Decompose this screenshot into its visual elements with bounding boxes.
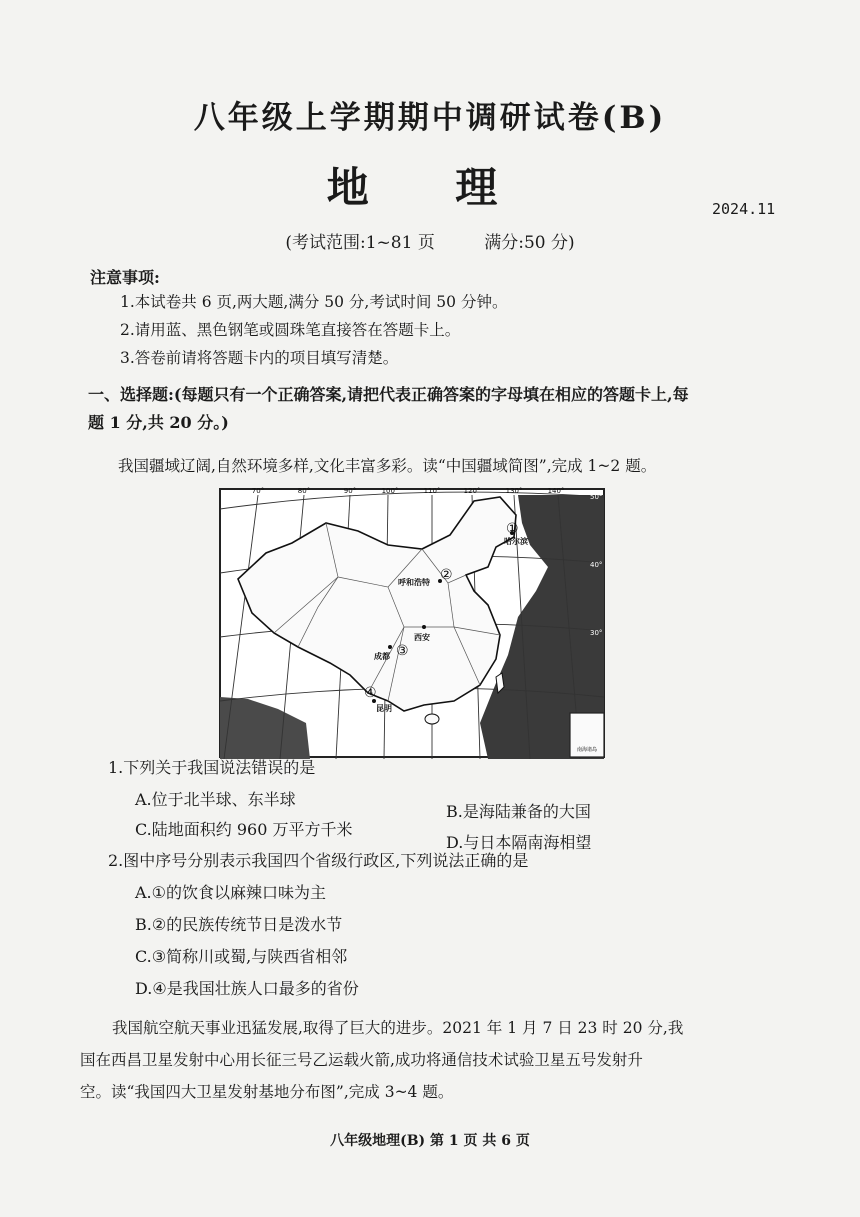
city-label: 昆明 [376, 704, 392, 713]
notice-item: 3.答卷前请将答题卡内的项目填写清楚。 [120, 349, 399, 367]
q2-option-b: B.②的民族传统节日是泼水节 [135, 915, 343, 934]
marker-4: ④ [364, 685, 377, 701]
marker-1: ① [506, 521, 519, 537]
exam-scope [0, 228, 860, 253]
lon-label: 120° [463, 487, 481, 495]
lon-label: 70° [251, 487, 265, 495]
marker-3: ③ [396, 643, 409, 659]
lon-label: 80° [297, 487, 311, 495]
city-label: 成都 [374, 652, 390, 661]
lon-label: 140° [547, 487, 565, 495]
scope-score: 满分:50 分) [484, 233, 575, 253]
q1-option-c: C.陆地面积约 960 万平方千米 [135, 820, 353, 839]
notice-title: 注意事项: [90, 268, 160, 287]
question-1-stem: 1.下列关于我国说法错误的是 [108, 758, 316, 777]
marker-2: ② [440, 567, 453, 583]
notice-item: 1.本试卷共 6 页,两大题,满分 50 分,考试时间 50 分钟。 [120, 293, 508, 311]
section-heading-cont: 题 1 分,共 20 分。) [88, 413, 229, 432]
subject-title: 地 理 [326, 163, 534, 212]
exam-date: 2024.11 [712, 200, 776, 218]
intro-paragraph-2-end: 空。读“我国四大卫星发射基地分布图”,完成 3~4 题。 [80, 1083, 454, 1101]
q1-option-b: B.是海陆兼备的大国 [446, 802, 591, 821]
exam-title: 八年级上学期期中调研试卷(B) [193, 100, 667, 136]
intro-paragraph-2-cont: 国在西昌卫星发射中心用长征三号乙运载火箭,成功将通信技术试验卫星五号发射升 [80, 1051, 643, 1069]
city-label: 呼和浩特 [398, 578, 430, 587]
lon-label: 100° [381, 487, 399, 495]
section-heading: 一、选择题:(每题只有一个正确答案,请把代表正确答案的字母填在相应的答题卡上,每 [88, 385, 689, 404]
city-label: 西安 [414, 633, 430, 642]
q2-option-a: A.①的饮食以麻辣口味为主 [135, 883, 326, 902]
q1-option-a: A.位于北半球、东半球 [135, 790, 296, 809]
intro-paragraph: 我国疆域辽阔,自然环境多样,文化丰富多彩。读“中国疆域简图”,完成 1~2 题。 [118, 457, 657, 475]
china-territory-map [218, 487, 606, 759]
lon-label: 130° [505, 487, 523, 495]
intro-paragraph-2: 我国航空航天事业迅猛发展,取得了巨大的进步。2021 年 1 月 7 日 23 时 20 分,我 [112, 1019, 684, 1037]
notice-item: 2.请用蓝、黑色钢笔或圆珠笔直接答在答题卡上。 [120, 321, 461, 339]
scope-range: (考试范围:1~81 页 [285, 233, 435, 253]
q2-option-c: C.③简称川或蜀,与陕西省相邻 [135, 947, 348, 966]
lat-label: 30° [590, 629, 603, 637]
lat-label: 50° [590, 493, 603, 501]
lon-label: 90° [343, 487, 357, 495]
city-label: 哈尔滨 [504, 537, 528, 546]
lon-label: 110° [423, 487, 441, 495]
lat-label: 40° [590, 561, 603, 569]
inset-label: 南海诸岛 [576, 747, 598, 753]
hainan [425, 714, 439, 724]
page-footer: 八年级地理(B) 第 1 页 共 6 页 [330, 1133, 530, 1149]
q1-option-d: D.与日本隔南海相望 [446, 833, 592, 852]
q2-option-d: D.④是我国壮族人口最多的省份 [135, 979, 359, 998]
question-2-stem: 2.图中序号分别表示我国四个省级行政区,下列说法正确的是 [108, 851, 529, 870]
